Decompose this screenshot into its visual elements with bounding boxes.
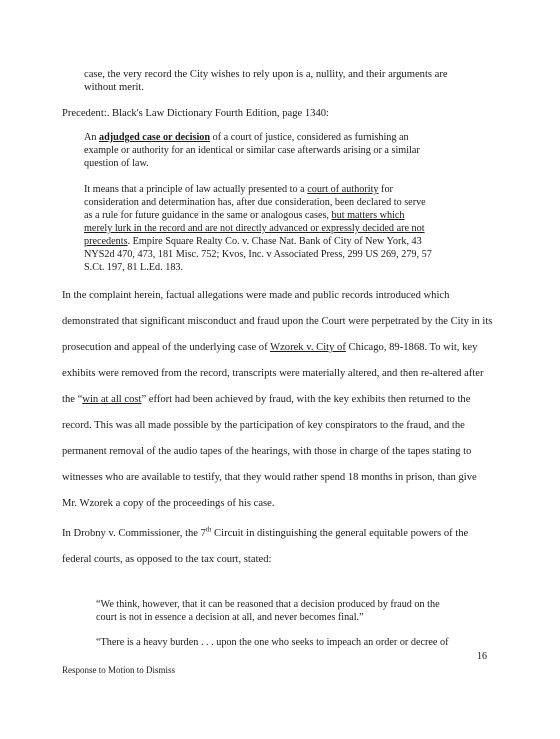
body-text-line: federal courts, as opposed to the tax court, stated: <box>62 554 272 565</box>
precedent-heading: Precedent:. Black's Law Dictionary Fourth Edition, page 1340: <box>62 108 329 119</box>
quote-line <box>84 183 393 196</box>
quote-line <box>84 222 425 235</box>
underlined-phrase: win at all cost <box>82 394 142 405</box>
quote-line <box>84 235 422 248</box>
body-text: Chicago, 89-1868. To wit, key <box>345 342 478 353</box>
case-name: Wzorek v. City of <box>270 342 346 353</box>
quote-line: “There is a heavy burden . . . upon the one who seeks to impeach an order or decree of <box>96 637 449 648</box>
quote-line: S.Ct. 197, 81 L.Ed. 183. <box>84 262 184 273</box>
body-text-line: permanent removal of the audio tapes of the hearings, with those in charge of the tapes stating to <box>62 446 472 457</box>
body-text: Circuit in distinguishing the general equitable powers of the <box>211 528 469 539</box>
body-text-line: witnesses who are available to testify, that they would rather spend 18 months in prison, than give <box>62 472 477 483</box>
underlined-phrase: court of authority <box>307 184 379 195</box>
quote-text: for <box>378 184 393 195</box>
quote-text: An <box>84 132 99 143</box>
quote-text: of a court of justice, considered as furnishing an <box>210 132 409 143</box>
body-text-line: record. This was all made possible by the participation of key conspirators to the fraud, and the <box>62 420 465 431</box>
defined-term: adjudged case or decision <box>99 132 211 143</box>
quote-line: “We think, however, that it can be reasoned that a decision produced by fraud on the <box>96 599 440 610</box>
quote-text: It means that a principle of law actually presented to a <box>84 184 308 195</box>
footer-title: Response to Motion to Dismiss <box>62 665 176 675</box>
quote-line: question of law. <box>84 158 149 169</box>
body-text: prosecution and appeal of the underlying case of <box>62 342 271 353</box>
body-text-line: case, the very record the City wishes to rely upon is a, nullity, and their arguments are <box>84 69 448 80</box>
quote-line: NYS2d 470, 473, 181 Misc. 752; Kvos, Inc. v Associated Press, 299 US 269, 279, 57 <box>84 249 432 260</box>
body-text: ” effort had been achieved by fraud, with the key exhibits then returned to the <box>141 394 471 405</box>
body-text-line: Mr. Wzorek a copy of the proceedings of his case. <box>62 498 275 509</box>
superscript: th <box>205 525 212 534</box>
quote-text: as a rule for future guidance in the same or analogous cases, <box>84 210 332 221</box>
body-text-line: exhibits were removed from the record, transcripts were materially altered, and then re-altered after <box>62 368 484 379</box>
quote-line <box>84 209 405 222</box>
body-text: the “ <box>62 394 83 405</box>
underlined-phrase: merely lurk in the record and are not directly advanced or expressly decided are not <box>84 223 425 234</box>
quote-line: example or authority for an identical or similar case afterwards arising or a similar <box>84 145 420 156</box>
page-number: 16 <box>477 651 487 662</box>
body-text: In Drobny v. Commissioner, the 7 <box>62 528 206 539</box>
body-text-line <box>62 527 468 540</box>
quote-line: consideration and determination has, after due consideration, been declared to serve <box>84 197 426 208</box>
underlined-phrase: precedents <box>84 236 128 247</box>
quote-line: court is not in essence a decision at all, and never becomes final.” <box>96 612 364 623</box>
body-text-line <box>62 341 477 354</box>
quote-line <box>84 131 409 144</box>
underlined-phrase: but matters which <box>331 210 405 221</box>
body-text-line: demonstrated that significant misconduct and fraud upon the Court were perpetrated by the City in its <box>62 316 493 327</box>
body-text-line: In the complaint herein, factual allegations were made and public records introduced which <box>62 290 450 301</box>
body-text-line: without merit. <box>84 82 145 93</box>
quote-text: . Empire Square Realty Co. v. Chase Nat. Bank of City of New York, 43 <box>127 236 422 247</box>
body-text-line <box>62 393 470 406</box>
